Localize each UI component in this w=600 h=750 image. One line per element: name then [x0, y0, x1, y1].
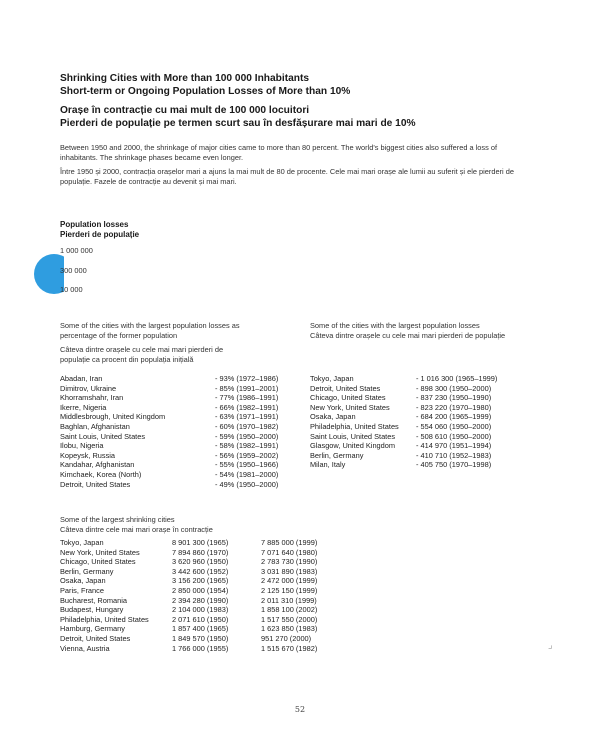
largest-row-from: 1 766 000 (1955)	[172, 643, 229, 653]
absolute-list	[310, 374, 570, 470]
absolute-row-value: - 684 200 (1965–1999)	[416, 412, 492, 422]
largest-row-to: 951 270 (2000)	[261, 633, 312, 643]
largest-row-from: 3 442 600 (1952)	[172, 566, 229, 576]
absolute-row	[310, 393, 570, 403]
absolute-row-value: - 1 016 300 (1965–1999)	[416, 374, 498, 383]
largest-row-city: Paris, France	[60, 585, 104, 595]
largest-row-to: 1 858 100 (2002)	[261, 605, 318, 615]
percentage-row-value: - 77% (1986–1991)	[215, 393, 279, 403]
largest-row	[60, 596, 360, 606]
percentage-row-value: - 60% (1970–1982)	[215, 421, 279, 431]
percentage-row	[60, 422, 300, 432]
percentage-row-city: Detroit, United States	[60, 479, 131, 489]
largest-row-city: Hamburg, Germany	[60, 624, 125, 634]
percentage-row	[60, 460, 300, 470]
absolute-heading-ro: Câteva dintre orașele cu cele mai mari pierderi de populație	[310, 331, 506, 340]
largest-row	[60, 586, 360, 596]
largest-row-city: Tokyo, Japan	[60, 538, 104, 547]
percentage-row-city: Kimchaek, Korea (North)	[60, 469, 142, 479]
title-ro-line1: Orașe în contracție cu mai mult de 100 000 locuitori	[60, 105, 310, 116]
absolute-heading-en: Some of the cities with the largest population losses	[310, 321, 480, 330]
percentage-row-value: - 59% (1950–2000)	[215, 431, 279, 441]
percentage-row-city: Abadan, Iran	[60, 374, 103, 383]
percentage-row-city: Ilobu, Nigeria	[60, 441, 104, 451]
percentage-row	[60, 384, 300, 394]
absolute-heading	[310, 321, 570, 341]
largest-row-city: New York, United States	[60, 547, 140, 557]
absolute-row	[310, 451, 570, 461]
largest-row-from: 2 104 000 (1983)	[172, 605, 229, 615]
absolute-row-city: Saint Louis, United States	[310, 431, 396, 441]
largest-row-city: Vienna, Austria	[60, 643, 110, 653]
absolute-row-value: - 410 710 (1952–1983)	[416, 450, 492, 460]
percentage-row-value: - 58% (1982–1991)	[215, 441, 279, 451]
largest-row	[60, 615, 360, 625]
percentage-row-city: Ikerre, Nigeria	[60, 402, 107, 412]
percentage-heading-ro-2: populație ca procent din populația inițială	[60, 355, 194, 364]
legend-item-300000: 300 000	[60, 266, 87, 275]
percentage-row-value: - 93% (1972–1986)	[215, 374, 279, 383]
largest-row-city: Berlin, Germany	[60, 566, 114, 576]
largest-row	[60, 644, 360, 654]
percentage-heading-en-2: percentage of the former population	[60, 331, 178, 340]
largest-row-from: 2 071 610 (1950)	[172, 614, 229, 624]
title-block	[60, 72, 540, 130]
largest-row	[60, 576, 360, 586]
largest-row-city: Budapest, Hungary	[60, 605, 124, 615]
absolute-row-value: - 508 610 (1950–2000)	[416, 431, 492, 441]
intro-text	[60, 143, 530, 191]
largest-heading-en: Some of the largest shrinking cities	[60, 515, 175, 524]
largest-row-city: Detroit, United States	[60, 633, 131, 643]
largest-row-from: 1 857 400 (1965)	[172, 624, 229, 634]
title-ro-line2: Pierderi de populație pe termen scurt sau în desfășurare mai mari de 10%	[60, 118, 416, 129]
absolute-row	[310, 403, 570, 413]
largest-row-from: 7 894 860 (1970)	[172, 547, 229, 557]
largest-row-city: Bucharest, Romania	[60, 595, 127, 605]
largest-row	[60, 538, 360, 548]
percentage-row-city: Saint Louis, United States	[60, 431, 146, 441]
percentage-row-value: - 49% (1950–2000)	[215, 479, 279, 489]
largest-row	[60, 634, 360, 644]
absolute-row-city: Glasgow, United Kingdom	[310, 441, 396, 451]
largest-row-city: Osaka, Japan	[60, 576, 106, 586]
largest-heading	[60, 515, 360, 535]
percentage-row-value: - 55% (1950–1966)	[215, 460, 279, 470]
largest-row-from: 1 849 570 (1950)	[172, 633, 229, 643]
absolute-row-value: - 554 060 (1950–2000)	[416, 421, 492, 431]
percentage-row-value: - 63% (1971–1991)	[215, 412, 279, 422]
absolute-row	[310, 374, 570, 384]
legend-title-en: Population losses	[60, 220, 129, 229]
percentage-heading	[60, 321, 290, 365]
largest-row	[60, 557, 360, 567]
percentage-row	[60, 441, 300, 451]
largest-heading-ro: Câteva dintre cele mai mari orașe în contracție	[60, 525, 213, 534]
absolute-row-city: Osaka, Japan	[310, 412, 356, 422]
absolute-row-value: - 837 230 (1950–1990)	[416, 393, 492, 403]
absolute-row-city: Tokyo, Japan	[310, 374, 354, 383]
percentage-heading-en-1: Some of the cities with the largest population losses as	[60, 321, 240, 330]
percentage-row-city: Dimitrov, Ukraine	[60, 383, 117, 393]
largest-row-to: 2 783 730 (1990)	[261, 557, 318, 567]
absolute-row	[310, 441, 570, 451]
percentage-row-city: Khorramshahr, Iran	[60, 393, 124, 403]
absolute-row-city: Chicago, United States	[310, 393, 386, 403]
largest-row-city: Chicago, United States	[60, 557, 136, 567]
absolute-row-city: Detroit, United States	[310, 383, 381, 393]
percentage-row	[60, 374, 300, 384]
percentage-heading-ro-1: Câteva dintre orașele cu cele mai mari pierderi de	[60, 345, 224, 354]
percentage-row	[60, 393, 300, 403]
percentage-row	[60, 432, 300, 442]
absolute-row-value: - 898 300 (1950–2000)	[416, 383, 492, 393]
percentage-row-city: Baghlan, Afghanistan	[60, 421, 130, 431]
largest-row	[60, 548, 360, 558]
largest-list	[60, 538, 360, 653]
title-en-line2: Short-term or Ongoing Population Losses of More than 10%	[60, 86, 351, 97]
absolute-row	[310, 412, 570, 422]
legend-item-1000000: 1 000 000	[60, 246, 93, 255]
largest-row-from: 3 620 960 (1950)	[172, 557, 229, 567]
percentage-row-value: - 85% (1991–2001)	[215, 383, 279, 393]
absolute-row-city: Milan, Italy	[310, 460, 346, 470]
percentage-row	[60, 470, 300, 480]
absolute-row-city: New York, United States	[310, 402, 390, 412]
percentage-row-value: - 54% (1981–2000)	[215, 469, 279, 479]
legend-item-10000: 10 000	[60, 285, 83, 294]
percentage-row	[60, 480, 300, 490]
largest-row-to: 1 515 670 (1982)	[261, 643, 318, 653]
largest-row-to: 2 472 000 (1999)	[261, 576, 318, 586]
largest-row-to: 7 885 000 (1999)	[261, 538, 318, 547]
percentage-row	[60, 403, 300, 413]
absolute-row-value: - 823 220 (1970–1980)	[416, 402, 492, 412]
absolute-row	[310, 384, 570, 394]
percentage-row-value: - 56% (1959–2002)	[215, 450, 279, 460]
absolute-row	[310, 422, 570, 432]
absolute-row-value: - 405 750 (1970–1998)	[416, 460, 492, 470]
percentage-row-value: - 66% (1982–1991)	[215, 402, 279, 412]
legend-title	[60, 220, 139, 240]
largest-row-to: 1 517 550 (2000)	[261, 614, 318, 624]
absolute-row-value: - 414 970 (1951–1994)	[416, 441, 492, 451]
percentage-list	[60, 374, 300, 489]
largest-row-to: 2 125 150 (1999)	[261, 585, 318, 595]
page-number: 52	[294, 705, 306, 714]
title-en-line1: Shrinking Cities with More than 100 000 Inhabitants	[60, 73, 310, 84]
percentage-row-city: Kopeysk, Russia	[60, 450, 116, 460]
percentage-row	[60, 451, 300, 461]
largest-row-from: 3 156 200 (1965)	[172, 576, 229, 586]
largest-row-to: 2 011 310 (1999)	[261, 595, 317, 605]
percentage-row-city: Kandahar, Afghanistan	[60, 460, 135, 470]
intro-en: Between 1950 and 2000, the shrinkage of major cities came to more than 80 percent. The world's biggest cities also suffered a loss of inhabitants. The shrinkage phases became even longer.	[60, 143, 498, 162]
absolute-row	[310, 432, 570, 442]
largest-row	[60, 605, 360, 615]
largest-row-to: 1 623 850 (1983)	[261, 624, 318, 634]
largest-row	[60, 624, 360, 634]
percentage-row	[60, 412, 300, 422]
largest-row-from: 2 850 000 (1954)	[172, 585, 229, 595]
legend-title-ro: Pierderi de populație	[60, 230, 140, 239]
largest-row-from: 2 394 280 (1990)	[172, 595, 229, 605]
largest-row	[60, 567, 360, 577]
percentage-row-city: Middlesbrough, United Kingdom	[60, 412, 166, 422]
intro-ro: Între 1950 și 2000, contracția orașelor mari a ajuns la mai mult de 80 de procente. Cele mai mari orașe ale lumii au suferit și ele pierderi de populație. Fazele de contracție au devenit și mai mari.	[60, 167, 514, 186]
largest-row-city: Philadelphia, United States	[60, 614, 149, 624]
absolute-row-city: Berlin, Germany	[310, 450, 364, 460]
largest-row-from: 8 901 300 (1965)	[172, 538, 229, 547]
absolute-row	[310, 460, 570, 470]
largest-row-to: 7 071 640 (1980)	[261, 547, 318, 557]
absolute-row-city: Philadelphia, United States	[310, 421, 399, 431]
largest-row-to: 3 031 890 (1983)	[261, 566, 318, 576]
corner-mark-icon: ⌟	[548, 640, 553, 651]
